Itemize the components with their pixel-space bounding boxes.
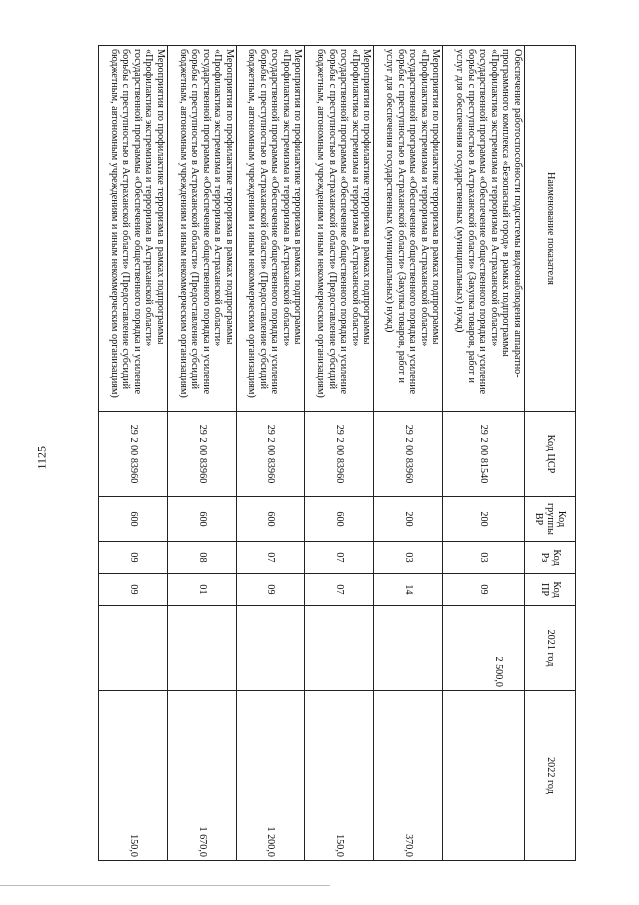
header-cell: Код Рз [525, 542, 576, 574]
row-pr: 01 [167, 574, 236, 606]
row-vr: 200 [443, 497, 525, 542]
row-rz: 09 [99, 542, 168, 574]
row-rz: 07 [305, 542, 374, 574]
row-name: Мероприятия по профилактике терроризма в рамках подпрограммы «Профилактика экстремизма и терроризма в Астраханской области» государственной программы «Обеспечение общественного порядка и усиление борьбы с преступностью в Астраханской области» (Предоставление субсидий бюджетным, автономным учреждениям и иным некоммерческим организациям) [236, 46, 305, 412]
row-csr: 29 2 00 83960 [374, 412, 443, 497]
row-pr: 14 [374, 574, 443, 606]
scan-edge-line [0, 885, 330, 886]
header-cell: 2021 год [525, 606, 576, 691]
row-2022: 150,0 [99, 691, 168, 861]
row-2021 [167, 606, 236, 691]
row-pr: 07 [305, 574, 374, 606]
row-vr: 600 [236, 497, 305, 542]
row-2021 [374, 606, 443, 691]
table-row [236, 46, 305, 861]
row-2021 [305, 606, 374, 691]
row-rz: 08 [167, 542, 236, 574]
row-vr: 200 [374, 497, 443, 542]
budget-table [98, 45, 576, 861]
header-cell: Наименование показателя [525, 46, 576, 412]
row-2021: 2 500,0 [443, 606, 525, 691]
row-rz: 07 [236, 542, 305, 574]
row-csr: 29 2 00 83960 [305, 412, 374, 497]
row-2022 [443, 691, 525, 861]
row-pr: 09 [236, 574, 305, 606]
row-rz: 03 [374, 542, 443, 574]
row-2021 [236, 606, 305, 691]
row-csr: 29 2 00 83960 [99, 412, 168, 497]
row-name: Обеспечение работоспособности подсистемы видеонаблюдения аппаратно-программного комплекса «Безопасный город» в рамках подпрограммы «Профилактика экстремизма и терроризма в Астраханской области» государственной программы «Обеспечение общественного порядка и усиление борьбы с преступностью в Астраханской области» (Закупка товаров, работ и услуг для обеспечения государственных (муниципальных) нужд) [443, 46, 525, 412]
header-cell: Код группы ВР [525, 497, 576, 542]
row-vr: 600 [167, 497, 236, 542]
header-cell: 2022 год [525, 691, 576, 861]
row-csr: 29 2 00 81540 [443, 412, 525, 497]
row-name: Мероприятия по профилактике терроризма в рамках подпрограммы «Профилактика экстремизма и терроризма в Астраханской области» государственной программы «Обеспечение общественного порядка и усиление борьбы с преступностью в Астраханской области» (Предоставление субсидий бюджетным, автономным учреждениям и иным некоммерческим организациям) [167, 46, 236, 412]
header-cell: Код ЦСР [525, 412, 576, 497]
row-pr: 09 [99, 574, 168, 606]
row-2022: 1 670,0 [167, 691, 236, 861]
row-csr: 29 2 00 83960 [167, 412, 236, 497]
row-2022: 150,0 [305, 691, 374, 861]
row-vr: 600 [305, 497, 374, 542]
table-row [443, 46, 525, 861]
row-name: Мероприятия по профилактике терроризма в рамках подпрограммы «Профилактика экстремизма и терроризма в Астраханской области» государственной программы «Обеспечение общественного порядка и усиление борьбы с преступностью в Астраханской области» (Предоставление субсидий бюджетным, автономным учреждениям и иным некоммерческим организациям) [99, 46, 168, 412]
page-number: 1125 [34, 445, 49, 470]
row-pr: 09 [443, 574, 525, 606]
row-rz: 03 [443, 542, 525, 574]
row-vr: 600 [99, 497, 168, 542]
row-2021 [99, 606, 168, 691]
row-csr: 29 2 00 83960 [236, 412, 305, 497]
row-name: Мероприятия по профилактике терроризма в рамках подпрограммы «Профилактика экстремизма и терроризма в Астраханской области» государственной программы «Обеспечение общественного порядка и усиление борьбы с преступностью в Астраханской области» (Закупка товаров, работ и услуг для обеспечения государственных (муниципальных) нужд) [374, 46, 443, 412]
table-row [305, 46, 374, 861]
row-name: Мероприятия по профилактике терроризма в рамках подпрограммы «Профилактика экстремизма и терроризма в Астраханской области» государственной программы «Обеспечение общественного порядка и усиление борьбы с преступностью в Астраханской области» (Предоставление субсидий бюджетным, автономным учреждениям и иным некоммерческим организациям) [305, 46, 374, 412]
table-row [99, 46, 168, 861]
table-header-row [525, 46, 576, 861]
rotated-table-page [98, 45, 576, 860]
table-row [167, 46, 236, 861]
table-row [374, 46, 443, 861]
header-cell: Код ПР [525, 574, 576, 606]
row-2022: 370,0 [374, 691, 443, 861]
row-2022: 1 200,0 [236, 691, 305, 861]
